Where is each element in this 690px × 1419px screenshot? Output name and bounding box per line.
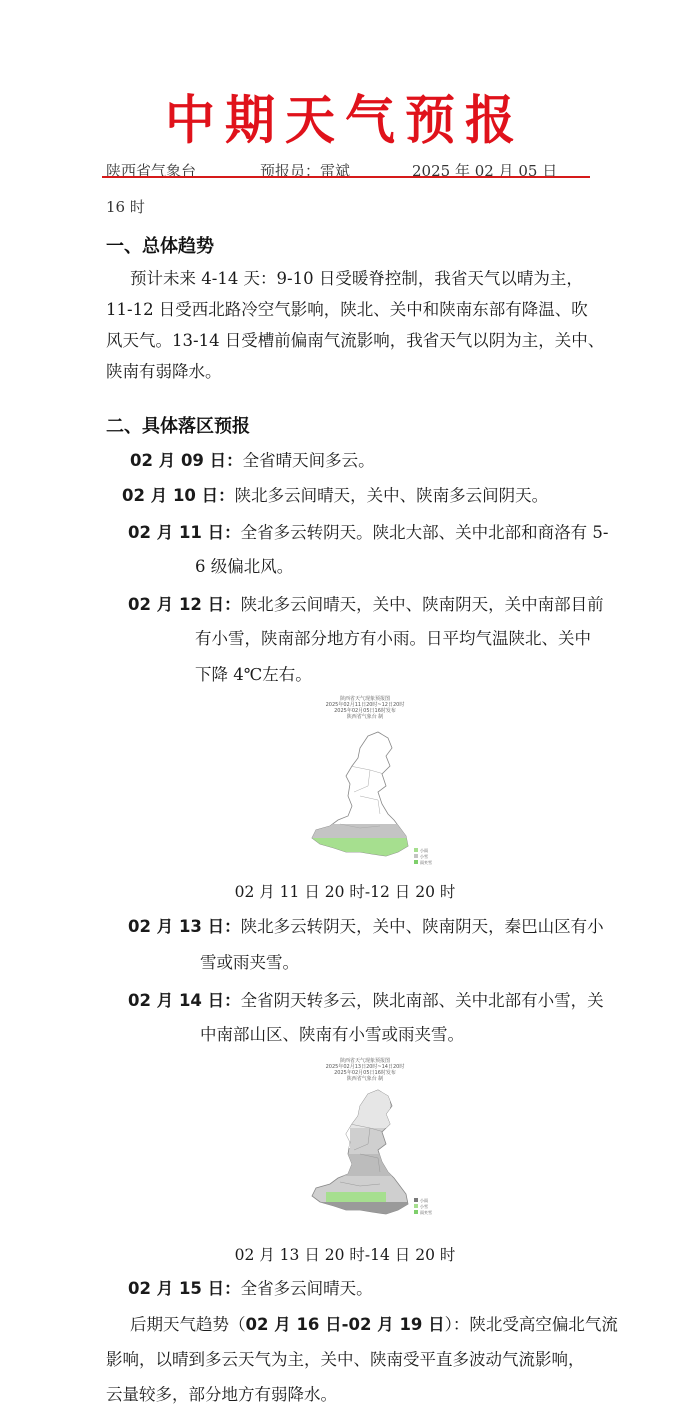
overall-line-2: 11-12 日受西北路冷空气影响，陕北、关中和陕南东部有降温、吹 xyxy=(106,300,588,319)
day-label: 02 月 10 日： xyxy=(122,486,235,505)
overall-line-4: 陕南有弱降水。 xyxy=(106,362,222,381)
map-title-line: 陕西省气象台 制 xyxy=(346,714,384,720)
map-title-line: 陕西省天气现象预报图 xyxy=(339,696,390,702)
map-2-caption: 02 月 13 日 20 时-14 日 20 时 xyxy=(234,1246,456,1264)
header-divider xyxy=(102,176,590,178)
map-title-line: 2025年02月05日16时发布 xyxy=(334,1070,396,1076)
day-forecast-0215 xyxy=(128,1274,373,1304)
legend-label: 小雪 xyxy=(420,854,428,859)
day-text: 全省多云间晴天。 xyxy=(240,1279,373,1298)
overall-line-1: 预计未来 4-14 天：9-10 日受暖脊控制，我省天气以晴为主， xyxy=(130,269,583,288)
map-title-line: 陕西省天气现象预报图 xyxy=(339,1058,390,1064)
section-heading-overall: 一、总体趋势 xyxy=(106,236,214,257)
day-forecast-0212-cont-2: 下降 4℃左右。 xyxy=(195,665,312,684)
issuing-agency: 陕西省气象台 xyxy=(106,162,197,180)
day-label: 02 月 09 日： xyxy=(130,451,243,470)
later-label-suffix: ）： xyxy=(444,1315,470,1334)
legend-label: 小雨 xyxy=(420,1198,428,1203)
forecaster: 预报员：雷斌 xyxy=(260,162,351,180)
day-label: 02 月 12 日： xyxy=(128,595,241,614)
day-text: 全省阴天转多云，陕北南部、关中北部有小雪，关 xyxy=(240,991,604,1010)
legend-label: 雨夹雪 xyxy=(420,860,432,865)
day-label: 02 月 13 日： xyxy=(128,917,241,936)
weather-map-1 xyxy=(290,696,440,868)
map-title-line: 陕西省气象台 制 xyxy=(346,1076,384,1082)
weather-map-2 xyxy=(290,1058,440,1230)
later-text: 陕北受高空偏北气流 xyxy=(469,1315,618,1334)
map-title-line: 2025年02月13日20时~14日20时 xyxy=(325,1064,405,1070)
day-forecast-0214 xyxy=(128,986,604,1016)
map-1-caption: 02 月 11 日 20 时-12 日 20 时 xyxy=(234,883,456,901)
later-label-dates: 02 月 16 日-02 月 19 日 xyxy=(245,1315,445,1334)
later-trend-line-3: 云量较多，部分地方有弱降水。 xyxy=(106,1385,337,1404)
later-label-prefix: 后期天气趋势（ xyxy=(130,1315,246,1334)
day-text: 陕北多云转阴天，关中、陕南阴天，秦巴山区有小 xyxy=(240,917,604,936)
legend-label: 小雪 xyxy=(420,1204,428,1209)
overall-line-3: 风天气。13-14 日受槽前偏南气流影响，我省天气以阴为主，关中、 xyxy=(106,331,605,350)
day-forecast-0210 xyxy=(122,481,548,511)
map-title-line: 2025年02月05日16时发布 xyxy=(334,708,396,714)
legend-label: 雨夹雪 xyxy=(420,1210,432,1215)
shaanxi-map-shape xyxy=(290,1058,440,1230)
day-text: 全省晴天间多云。 xyxy=(242,451,375,470)
document-title: 中期天气预报 xyxy=(165,89,525,151)
day-forecast-0213 xyxy=(128,912,604,942)
day-text: 陕北多云间晴天，关中、陕南多云间阴天。 xyxy=(234,486,549,505)
section-heading-areas: 二、具体落区预报 xyxy=(106,416,250,437)
day-forecast-0213-cont: 雪或雨夹雪。 xyxy=(200,953,299,972)
legend-label: 小雨 xyxy=(420,848,428,853)
day-forecast-0212 xyxy=(128,590,604,620)
later-trend-line-2: 影响，以晴到多云天气为主，关中、陕南受平直多波动气流影响， xyxy=(106,1350,585,1369)
day-text: 全省多云转阴天。陕北大部、关中北部和商洛有 5- xyxy=(240,523,609,542)
day-label: 02 月 11 日： xyxy=(128,523,241,542)
day-forecast-0209 xyxy=(130,446,375,476)
shaanxi-map-shape xyxy=(290,696,440,868)
day-forecast-0212-cont-1: 有小雪，陕南部分地方有小雨。日平均气温陕北、关中 xyxy=(195,629,591,648)
issue-hour: 16 时 xyxy=(106,198,145,216)
later-trend-line-1 xyxy=(130,1310,618,1340)
day-forecast-0214-cont: 中南部山区、陕南有小雪或雨夹雪。 xyxy=(200,1025,464,1044)
day-forecast-0211 xyxy=(128,518,608,548)
day-text: 陕北多云间晴天，关中、陕南阴天，关中南部目前 xyxy=(240,595,604,614)
issue-date: 2025 年 02 月 05 日 xyxy=(412,162,558,180)
day-label: 02 月 15 日： xyxy=(128,1279,241,1298)
day-forecast-0211-cont: 6 级偏北风。 xyxy=(195,557,294,576)
day-label: 02 月 14 日： xyxy=(128,991,241,1010)
map-title-line: 2025年02月11日20时~12日20时 xyxy=(325,702,405,708)
